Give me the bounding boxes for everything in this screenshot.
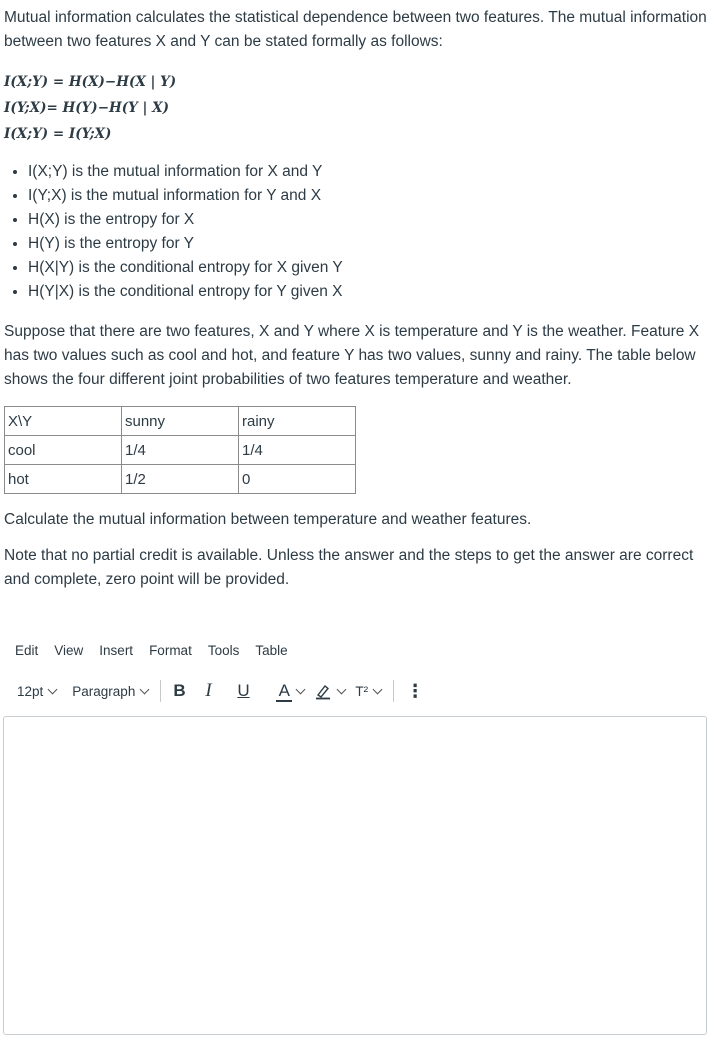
superscript-icon: T² xyxy=(355,683,369,699)
formula-3: I(X;Y) = I(Y;X) xyxy=(4,126,112,142)
table-row xyxy=(5,465,356,494)
intro-text: Mutual information calculates the statistical dependence between two features. The mutual information between two features X and Y can be stated formally as follows: xyxy=(4,9,707,50)
chevron-down-icon xyxy=(337,684,347,694)
highlight-button[interactable] xyxy=(314,682,345,700)
definition-item: • H(X|Y) is the conditional entropy for X given Y xyxy=(28,256,710,280)
table-header-cell: rainy xyxy=(239,407,356,436)
editor-menubar xyxy=(15,643,304,658)
font-size-select[interactable] xyxy=(17,684,56,699)
definition-list xyxy=(4,160,710,304)
font-color-icon: A xyxy=(271,681,297,701)
toolbar-divider xyxy=(393,680,394,702)
table-header-cell: sunny xyxy=(122,407,239,436)
italic-button[interactable]: I xyxy=(205,680,212,701)
table-row xyxy=(5,436,356,465)
more-options-button[interactable]: ⋮ xyxy=(406,680,425,701)
definition-item: • I(Y;X) is the mutual information for Y and X xyxy=(28,184,710,208)
scenario-text: Suppose that there are two features, X and Y where X is temperature and Y is the weather. Feature X has two values such as cool and hot, and feature Y has two values, sunny and rainy. The table below shows the four different joint probabilities of two features temperature and weather. xyxy=(4,323,700,388)
toolbar-divider xyxy=(160,680,161,702)
menu-format[interactable]: Format xyxy=(149,643,192,658)
table-cell: hot xyxy=(5,465,122,494)
table-cell: 1/4 xyxy=(122,436,239,465)
bold-button[interactable]: B xyxy=(173,681,186,700)
joint-probability-table xyxy=(4,406,356,494)
highlighter-icon xyxy=(314,682,332,700)
table-cell: 1/4 xyxy=(239,436,356,465)
menu-view[interactable]: View xyxy=(54,643,84,658)
editor-toolbar xyxy=(17,680,424,702)
chevron-down-icon xyxy=(48,684,58,694)
block-format-select[interactable] xyxy=(72,684,148,699)
underline-button[interactable]: U xyxy=(237,681,250,700)
table-cell: 0 xyxy=(239,465,356,494)
definition-item: • H(Y) is the entropy for Y xyxy=(28,232,710,256)
definition-item: • H(Y|X) is the conditional entropy for Y given X xyxy=(28,280,710,304)
definition-item: • I(X;Y) is the mutual information for X and Y xyxy=(28,160,710,184)
table-cell: cool xyxy=(5,436,122,465)
chevron-down-icon xyxy=(140,684,150,694)
question-body xyxy=(4,6,710,592)
chevron-down-icon xyxy=(296,684,306,694)
menu-table[interactable]: Table xyxy=(255,643,288,658)
task-text: Calculate the mutual information between temperature and weather features. xyxy=(4,511,532,528)
note-text: Note that no partial credit is available. Unless the answer and the steps to get the answer are correct and complete, zero point will be provided. xyxy=(4,547,694,588)
font-color-button[interactable] xyxy=(271,681,304,701)
answer-editor[interactable] xyxy=(3,716,707,1035)
superscript-button[interactable] xyxy=(355,684,381,699)
table-cell: 1/2 xyxy=(122,465,239,494)
table-header-cell: X\Y xyxy=(5,407,122,436)
definition-item: • H(X) is the entropy for X xyxy=(28,208,710,232)
menu-edit[interactable]: Edit xyxy=(15,643,39,658)
chevron-down-icon xyxy=(373,684,383,694)
block-format-value: Paragraph xyxy=(72,683,136,699)
menu-tools[interactable]: Tools xyxy=(207,643,240,658)
font-size-value: 12pt xyxy=(17,683,44,699)
formula-1: I(X;Y) = H(X)−H(X | Y) xyxy=(4,74,177,90)
formula-2: I(Y;X)= H(Y)−H(Y | X) xyxy=(4,100,169,116)
table-header-row xyxy=(5,407,356,436)
menu-insert[interactable]: Insert xyxy=(99,643,134,658)
